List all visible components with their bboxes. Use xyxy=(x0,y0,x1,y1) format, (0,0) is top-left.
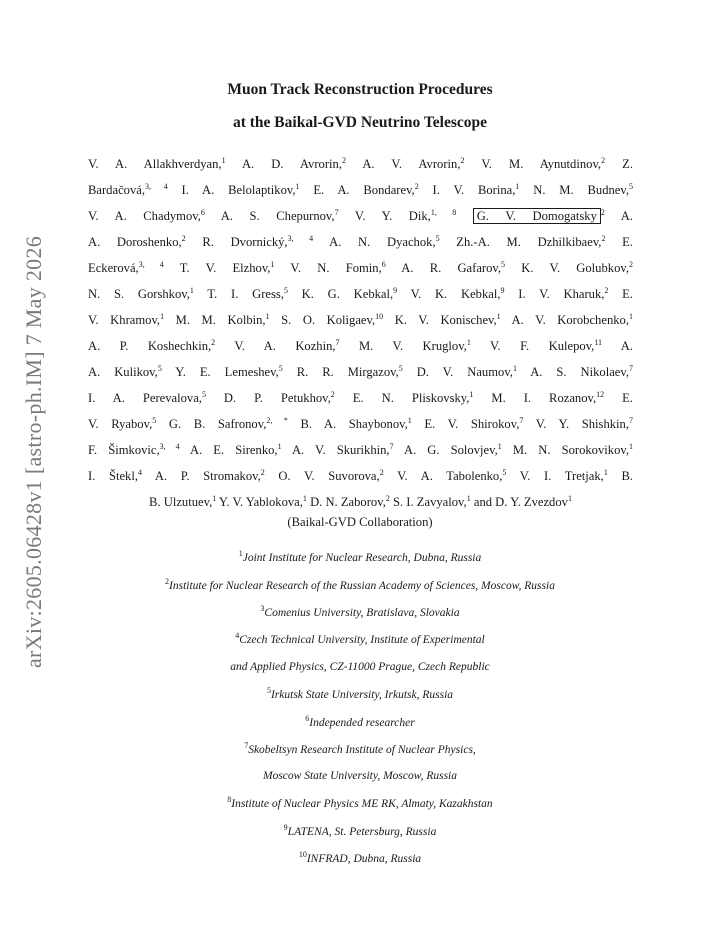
affiliation-marker: 1, 8 xyxy=(430,208,457,217)
affiliation-marker: 1 xyxy=(212,494,217,503)
affiliation-text: Institute of Nuclear Physics ME RK, Almaty, Kazakhstan xyxy=(231,798,493,810)
affiliation-line xyxy=(0,661,720,673)
affiliation-marker: 1 xyxy=(277,442,282,451)
author-text: A. G. Solovjev, xyxy=(393,443,498,457)
affiliation-marker: 1 xyxy=(515,182,520,191)
author-text: A. P. Koshechkin, xyxy=(88,339,212,353)
affiliation-marker: 1 xyxy=(466,338,471,347)
affiliation-marker: 2 xyxy=(604,286,609,295)
affiliation-marker: 4 xyxy=(138,468,142,477)
affiliation-line xyxy=(0,604,720,619)
author-text: A. Doroshenko, xyxy=(88,235,182,249)
author-text: Z. xyxy=(605,157,633,171)
author-line xyxy=(88,203,633,229)
affiliation-text: Independed researcher xyxy=(309,717,415,729)
author-text: A. S. Nikolaev, xyxy=(516,365,629,379)
author-line xyxy=(88,385,633,411)
affiliation-marker: 6 xyxy=(381,260,386,269)
author-line xyxy=(88,281,633,307)
affiliation-marker: 2 xyxy=(181,234,186,243)
affiliation-marker: 2, * xyxy=(266,416,288,425)
affiliation-marker: 1 xyxy=(295,182,300,191)
paper-title-line-2: at the Baikal-GVD Neutrino Telescope xyxy=(232,114,488,131)
affiliation-marker: 10 xyxy=(375,312,384,321)
author-text: V. N. Fomin, xyxy=(274,261,382,275)
affiliation-marker: 2 xyxy=(211,338,216,347)
author-text: A. R. Gafarov, xyxy=(385,261,502,275)
affiliation-marker: 1 xyxy=(628,312,633,321)
boxed-author-name: G. V. Domogatsky xyxy=(473,208,601,224)
affiliation-number: 1 xyxy=(238,549,243,558)
author-text: N. S. Gorshkov, xyxy=(88,287,190,301)
author-text: B. A. Shaybonov, xyxy=(287,417,408,431)
affiliation-marker: 1 xyxy=(265,312,270,321)
author-text: Y. V. Yablokova, xyxy=(216,495,303,509)
affiliation-text: LATENA, St. Petersburg, Russia xyxy=(287,826,437,838)
affiliation-marker: 1 xyxy=(629,442,633,451)
author-line xyxy=(88,463,633,489)
affiliation-marker: 3, 4 xyxy=(159,442,180,451)
affiliation-line xyxy=(0,850,720,865)
affiliation-marker: 5 xyxy=(629,182,634,191)
author-text: M. V. Kruglov, xyxy=(339,339,467,353)
affiliation-line xyxy=(0,741,720,756)
author-line xyxy=(88,437,633,463)
affiliation-marker: 9 xyxy=(393,286,398,295)
author-text: G. B. Safronov, xyxy=(156,417,267,431)
affiliation-text: Skobeltsyn Research Institute of Nuclear Physics, xyxy=(248,744,476,756)
author-text: I. A. Perevalova, xyxy=(88,391,202,405)
affiliation-text: INFRAD, Dubna, Russia xyxy=(306,853,422,865)
affiliation-marker: 1 xyxy=(469,390,474,399)
affiliation-marker: 6 xyxy=(200,208,205,217)
affiliation-marker: 2 xyxy=(629,260,633,269)
author-line xyxy=(88,333,633,359)
affiliation-marker: 2 xyxy=(600,208,605,217)
affiliation-marker: 2 xyxy=(414,182,419,191)
affiliation-marker: 2 xyxy=(330,390,335,399)
affiliation-marker: 2 xyxy=(379,468,384,477)
author-text: F. Šimkovic, xyxy=(88,443,160,457)
author-text: A. xyxy=(602,339,633,353)
author-text: V. A. Chadymov, xyxy=(88,209,201,223)
author-text: V. A. Kozhin, xyxy=(215,339,336,353)
affiliation-marker: 1 xyxy=(603,468,608,477)
affiliation-marker: 7 xyxy=(335,338,340,347)
author-text: A. V. Avrorin, xyxy=(345,157,461,171)
author-text: N. M. Budnev, xyxy=(519,183,630,197)
author-text: T. V. Elzhov, xyxy=(163,261,271,275)
affiliation-text: Czech Technical University, Institute of Experimental xyxy=(239,634,485,646)
affiliation-marker: 7 xyxy=(519,416,524,425)
affiliation-marker: 3, 4 xyxy=(138,260,164,269)
author-text: Bardačová, xyxy=(88,183,145,197)
author-text: A. V. Korobchenko, xyxy=(500,313,629,327)
affiliation-marker: 7 xyxy=(389,442,394,451)
affiliation-marker: 2 xyxy=(341,156,346,165)
author-text: B. Ulzutuev, xyxy=(149,495,213,509)
affiliation-text: Joint Institute for Nuclear Research, Dubna, Russia xyxy=(242,552,482,564)
arxiv-side-identifier: arXiv:2605.06428v1 [astro-ph.IM] 7 May 2026 xyxy=(21,235,46,669)
affiliation-marker: 1 xyxy=(497,442,502,451)
affiliation-marker: 5 xyxy=(152,416,157,425)
author-text: V. Ryabov, xyxy=(88,417,153,431)
affiliation-number: 7 xyxy=(244,741,249,750)
affiliation-marker: 5 xyxy=(398,364,403,373)
author-text: Y. E. Lemeshev, xyxy=(161,365,279,379)
affiliation-marker: 5 xyxy=(283,286,288,295)
author-text: M. M. Kolbin, xyxy=(164,313,266,327)
author-text: T. I. Gress, xyxy=(193,287,284,301)
author-text: M. I. Rozanov, xyxy=(473,391,597,405)
affiliation-marker: 1 xyxy=(302,494,307,503)
affiliation-marker: 1 xyxy=(496,312,501,321)
author-text: D. V. Naumov, xyxy=(402,365,513,379)
author-text: D. N. Zaborov, xyxy=(306,495,386,509)
affiliation-marker: 7 xyxy=(629,364,633,373)
author-text: A. E. Sirenko, xyxy=(179,443,278,457)
affiliation-marker: 7 xyxy=(334,208,339,217)
affiliation-number: 9 xyxy=(283,823,288,832)
author-line xyxy=(88,359,633,385)
affiliation-text: Institute for Nuclear Research of the Russian Academy of Sciences, Moscow, Russia xyxy=(169,580,555,592)
author-text: R. Dvornický, xyxy=(185,235,288,249)
affiliation-line xyxy=(0,549,720,564)
affiliation-marker: 1 xyxy=(160,312,165,321)
author-text: K. V. Golubkov, xyxy=(505,261,629,275)
affiliation-text: and Applied Physics, CZ-11000 Prague, Czech Republic xyxy=(230,661,490,673)
affiliation-line xyxy=(0,770,720,782)
author-text: V. I. Tretjak, xyxy=(506,469,604,483)
affiliation-marker: 5 xyxy=(278,364,283,373)
author-text: A. P. Stromakov, xyxy=(142,469,261,483)
affiliation-marker: 12 xyxy=(596,390,605,399)
author-text: K. V. Konischev, xyxy=(383,313,497,327)
affiliation-marker: 1 xyxy=(567,494,572,503)
affiliation-marker: 1 xyxy=(512,364,517,373)
affiliation-line xyxy=(0,823,720,838)
author-text: E. xyxy=(605,235,633,249)
affiliation-number: 3 xyxy=(260,604,265,613)
affiliation-number: 4 xyxy=(235,631,240,640)
author-text: M. N. Sorokovikov, xyxy=(501,443,629,457)
author-line xyxy=(88,307,633,333)
affiliation-number: 5 xyxy=(266,686,271,695)
author-text: A. Kulikov, xyxy=(88,365,158,379)
affiliation-marker: 1 xyxy=(189,286,194,295)
affiliation-number: 8 xyxy=(227,795,232,804)
author-text: E. A. Bondarev, xyxy=(299,183,415,197)
author-line xyxy=(88,411,633,437)
affiliation-marker: 2 xyxy=(385,494,390,503)
author-line xyxy=(88,151,633,177)
affiliation-marker: 1 xyxy=(407,416,412,425)
affiliation-line xyxy=(0,795,720,810)
paper-title-line-1: Muon Track Reconstruction Procedures xyxy=(227,81,493,98)
affiliation-marker: 5 xyxy=(157,364,162,373)
author-text: I. Štekl, xyxy=(88,469,138,483)
author-line xyxy=(88,229,633,255)
affiliation-number: 10 xyxy=(298,850,307,859)
affiliation-marker: 3, 4 xyxy=(287,234,314,243)
author-text: E. N. Pliskovsky, xyxy=(334,391,470,405)
author-text: and D. Y. Zvezdov xyxy=(470,495,568,509)
affiliation-line xyxy=(0,631,720,646)
affiliation-marker: 5 xyxy=(502,468,507,477)
affiliation-text: Irkutsk State University, Irkutsk, Russia xyxy=(270,689,454,701)
affiliation-marker: 2 xyxy=(601,156,606,165)
author-text: V. Khramov, xyxy=(88,313,161,327)
affiliation-line xyxy=(0,577,720,592)
affiliation-marker: 2 xyxy=(460,156,465,165)
author-text: V. Y. Shishkin, xyxy=(523,417,629,431)
affiliation-line xyxy=(0,714,720,729)
affiliation-number: 6 xyxy=(305,714,310,723)
author-text: E. xyxy=(604,391,633,405)
author-text: O. V. Suvorova, xyxy=(264,469,380,483)
affiliation-marker: 1 xyxy=(221,156,226,165)
affiliation-marker: 1 xyxy=(270,260,275,269)
author-text: D. P. Petukhov, xyxy=(205,391,331,405)
affiliation-marker: 3, 4 xyxy=(145,182,168,191)
author-text: V. K. Kebkal, xyxy=(397,287,501,301)
author-text: V. F. Kulepov, xyxy=(470,339,595,353)
author-text: A. N. Dyachok, xyxy=(313,235,436,249)
affiliation-line xyxy=(0,686,720,701)
author-list xyxy=(88,151,633,515)
author-text: R. R. Mirgazov, xyxy=(282,365,399,379)
author-text: E. xyxy=(608,287,633,301)
author-text: V. Y. Dik, xyxy=(338,209,431,223)
author-text: Zh.-A. M. Dzhilkibaev, xyxy=(439,235,602,249)
author-text: I. A. Belolaptikov, xyxy=(167,183,296,197)
author-line xyxy=(88,255,633,281)
author-text: V. A. Tabolenko, xyxy=(383,469,503,483)
author-text: A. S. Chepurnov, xyxy=(204,209,335,223)
author-text: V. M. Aynutdinov, xyxy=(464,157,602,171)
affiliation-marker: 5 xyxy=(201,390,206,399)
author-text: S. I. Zavyalov, xyxy=(389,495,467,509)
affiliation-text: Comenius University, Bratislava, Slovakia xyxy=(264,607,460,619)
author-text xyxy=(456,209,473,223)
affiliation-marker: 2 xyxy=(601,234,606,243)
affiliation-marker: 11 xyxy=(594,338,603,347)
author-text: B. xyxy=(607,469,633,483)
author-text: A. D. Avrorin, xyxy=(225,157,342,171)
collaboration-name: (Baikal-GVD Collaboration) xyxy=(287,515,433,529)
author-text: A. V. Skurikhin, xyxy=(281,443,390,457)
affiliation-number: 2 xyxy=(165,577,170,586)
affiliation-marker: 5 xyxy=(435,234,440,243)
author-text: S. O. Koligaev, xyxy=(269,313,376,327)
author-text: I. V. Borina, xyxy=(418,183,516,197)
author-line xyxy=(88,489,633,515)
author-text: Eckerová, xyxy=(88,261,139,275)
affiliation-marker: 7 xyxy=(629,416,633,425)
author-text: V. A. Allakhverdyan, xyxy=(88,157,222,171)
author-text: A. xyxy=(604,209,633,223)
author-text: K. G. Kebkal, xyxy=(287,287,394,301)
affiliation-marker: 9 xyxy=(500,286,505,295)
affiliation-text: Moscow State University, Moscow, Russia xyxy=(263,770,457,782)
affiliation-marker: 2 xyxy=(260,468,265,477)
author-text: E. V. Shirokov, xyxy=(411,417,520,431)
author-text: I. V. Kharuk, xyxy=(504,287,605,301)
author-line xyxy=(88,177,633,203)
affiliation-marker: 1 xyxy=(466,494,471,503)
affiliation-marker: 5 xyxy=(501,260,506,269)
